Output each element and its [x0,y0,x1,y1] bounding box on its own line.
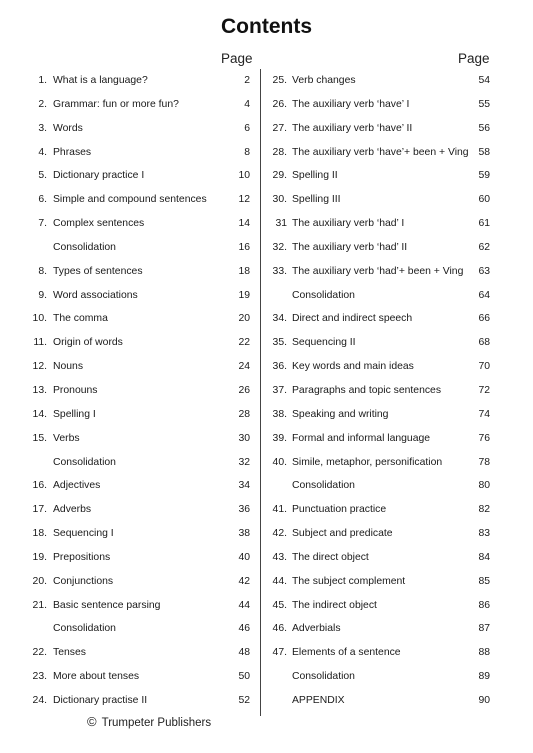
contents-entry [22,117,250,141]
contents-entry [268,689,490,713]
contents-entry [268,141,490,165]
entry-title: Prepositions [53,551,111,563]
entry-page-number: 89 [478,671,490,683]
entry-title: What is a language? [53,75,148,86]
contents-entry [22,379,250,403]
entry-title: The auxiliary verb ‘have’ I [292,98,410,110]
contents-entry [22,307,250,331]
entry-title: Punctuation practice [292,504,387,516]
entry-title: Pronouns [53,384,98,396]
entry-number: 42. [272,528,287,540]
entry-number: 37. [272,384,287,396]
contents-entry [268,355,490,379]
contents-entry [22,93,250,117]
entry-page-number: 36 [238,504,250,516]
entry-page-number: 82 [478,504,490,516]
entry-number: 35. [272,337,287,349]
contents-entry [268,236,490,260]
contents-entry [22,355,250,379]
entry-page-number: 19 [238,289,250,301]
contents-entry [22,641,250,665]
entry-page-number: 87 [478,623,490,635]
entry-page-number: 14 [238,218,250,230]
entry-number: 15. [32,432,47,444]
entry-number: 22. [32,647,47,659]
entry-page-number: 38 [238,528,250,540]
entry-page-number: 55 [478,98,490,110]
entry-title: Key words and main ideas [292,361,414,373]
entry-number: 12. [32,361,47,373]
entry-number: 46. [272,623,287,635]
entry-title: Spelling I [53,408,96,420]
entry-number: 10. [32,313,47,325]
entry-page-number: 80 [478,480,490,492]
contents-entry [22,570,250,594]
entry-title: The auxiliary verb ‘had’ I [292,218,405,230]
entry-page-number: 64 [478,289,490,301]
contents-entry [268,522,490,546]
entry-title: The comma [53,313,108,325]
entry-number: 44. [272,575,287,587]
entry-page-number: 83 [478,528,490,540]
entry-page-number: 52 [238,694,250,706]
publisher-name: Trumpeter Publishers [101,717,212,729]
contents-entry [22,141,250,165]
entry-title: Consolidation [292,289,355,301]
contents-entry [268,451,490,475]
entry-title: Paragraphs and topic sentences [292,384,442,396]
contents-entry [268,570,490,594]
entry-number: 26. [272,98,287,110]
contents-entry [268,617,490,641]
contents-entry [268,665,490,689]
entry-number: 8. [38,265,47,277]
contents-column-left [22,69,250,713]
entry-page-number: 22 [238,337,250,349]
entry-page-number: 50 [238,671,250,683]
entry-title: Direct and indirect speech [292,313,413,325]
entry-number: 29. [272,170,287,182]
entry-number: 47. [272,647,287,659]
entry-page-number: 70 [478,361,490,373]
entry-number: 11. [33,337,47,349]
entry-page-number: 54 [478,75,490,86]
entry-page-number: 10 [238,170,250,182]
entry-title: Basic sentence parsing [53,599,161,611]
entry-page-number: 28 [238,408,250,420]
entry-number: 17. [32,504,47,516]
entry-page-number: 76 [478,432,490,444]
entry-title: Adverbs [53,504,92,516]
contents-entry [22,69,250,93]
entry-number: 38. [272,408,287,420]
contents-entry [22,474,250,498]
entry-number: 16. [32,480,47,492]
contents-entry [268,379,490,403]
contents-entry [22,522,250,546]
contents-entry [22,260,250,284]
entry-title: Conjunctions [53,575,114,587]
entry-number: 13. [32,384,47,396]
contents-entry [22,451,250,475]
entry-title: Words [53,122,83,134]
contents-column-right [268,69,490,713]
entry-title: Verbs [53,432,80,444]
contents-entry [22,427,250,451]
entry-title: Elements of a sentence [292,647,401,659]
entry-page-number: 24 [238,361,250,373]
contents-entry [268,69,490,93]
entry-title: Adverbials [292,623,341,635]
entry-number: 5. [38,170,47,182]
contents-entry [22,403,250,427]
entry-page-number: 42 [238,575,250,587]
entry-page-number: 74 [478,408,490,420]
contents-entry [22,236,250,260]
entry-number: 27. [272,122,287,134]
contents-entry [268,188,490,212]
entry-number: 9. [38,289,47,301]
contents-entry [268,641,490,665]
entry-number: 18. [32,528,47,540]
entry-number: 36. [272,361,287,373]
entry-number: 32. [272,241,287,253]
entry-title: The direct object [292,551,369,563]
entry-page-number: 44 [238,599,250,611]
entry-title: Consolidation [53,623,116,635]
contents-entry [22,665,250,689]
contents-entry [22,331,250,355]
entry-page-number: 26 [238,384,250,396]
entry-page-number: 56 [478,122,490,134]
entry-page-number: 30 [238,432,250,444]
entry-title: Consolidation [292,671,355,683]
entry-number: 19. [32,551,47,563]
entry-page-number: 72 [478,384,490,396]
entry-page-number: 59 [478,170,490,182]
entry-page-number: 88 [478,647,490,659]
contents-entry [268,474,490,498]
entry-page-number: 66 [478,313,490,325]
entry-number: 28. [272,146,287,158]
contents-entry [22,284,250,308]
entry-page-number: 20 [238,313,250,325]
entry-title: Types of sentences [53,265,143,277]
entry-title: Formal and informal language [292,432,431,444]
contents-entry [268,403,490,427]
entry-title: Nouns [53,361,84,373]
entry-page-number: 48 [238,647,250,659]
entry-number: 2. [38,98,47,110]
contents-entry [268,594,490,618]
entry-page-number: 8 [244,146,250,158]
entry-number: 41. [272,504,287,516]
contents-entry [268,284,490,308]
entry-title: The auxiliary verb ‘had’+ been + Ving [292,265,464,277]
entry-title: Dictionary practice I [53,170,145,182]
entry-number: 20. [32,575,47,587]
contents-entry [22,689,250,713]
entry-number: 24. [32,694,47,706]
entry-number: 40. [272,456,287,468]
column-divider [260,69,261,716]
entry-title: Consolidation [292,480,355,492]
entry-page-number: 68 [478,337,490,349]
entry-title: Complex sentences [53,218,145,230]
entry-title: The subject complement [292,575,406,587]
entry-number: 33. [272,265,287,277]
contents-entry [268,331,490,355]
entry-number: 4. [38,146,47,158]
page-title: Contents [221,15,312,38]
contents-entry [22,188,250,212]
contents-entry [22,546,250,570]
contents-entry [22,617,250,641]
entry-title: Verb changes [292,75,356,86]
entry-title: Word associations [53,289,138,301]
entry-page-number: 12 [238,194,250,206]
entry-number: 7. [38,218,47,230]
contents-entry [268,164,490,188]
entry-title: Consolidation [53,456,116,468]
entry-title: Simple and compound sentences [53,194,207,206]
entry-page-number: 58 [478,146,490,158]
entry-page-number: 6 [244,122,250,134]
entry-title: Adjectives [53,480,101,492]
entry-number: 30. [272,194,287,206]
entry-title: The auxiliary verb ‘had’ II [292,241,408,253]
contents-entry [22,594,250,618]
entry-page-number: 86 [478,599,490,611]
entry-page-number: 32 [238,456,250,468]
entry-number: 3. [38,122,47,134]
entry-page-number: 90 [478,694,490,706]
entry-page-number: 60 [478,194,490,206]
entry-title: More about tenses [53,671,140,683]
entry-title: Grammar: fun or more fun? [53,98,179,110]
entry-number: 1. [38,75,47,86]
entry-page-number: 62 [478,241,490,253]
entry-title: APPENDIX [292,694,345,706]
entry-page-number: 40 [238,551,250,563]
entry-page-number: 46 [238,623,250,635]
entry-title: The auxiliary verb ‘have’+ been + Ving [292,146,469,158]
entry-number: 23. [32,671,47,683]
entry-title: Sequencing II [292,337,356,349]
entry-page-number: 4 [244,98,250,110]
contents-entry [268,307,490,331]
entry-number: 21. [32,599,47,611]
contents-entry [268,260,490,284]
entry-title: Spelling II [292,170,338,182]
entry-page-number: 85 [478,575,490,587]
entry-number: 43. [272,551,287,563]
entry-number: 14. [32,408,47,420]
entry-title: Subject and predicate [292,528,393,540]
contents-entry [22,498,250,522]
page-column-header-right: Page [458,51,490,66]
entry-number: 34. [272,313,287,325]
entry-number: 25. [272,75,287,86]
contents-entry [268,212,490,236]
entry-title: The indirect object [292,599,377,611]
footer [87,714,211,729]
contents-entry [268,427,490,451]
entry-title: Consolidation [53,241,116,253]
contents-entry [268,93,490,117]
contents-entry [268,546,490,570]
entry-title: Simile, metaphor, personification [292,456,443,468]
entry-title: Dictionary practise II [53,694,148,706]
entry-page-number: 34 [238,480,250,492]
entry-page-number: 61 [478,218,490,230]
entry-number: 39. [272,432,287,444]
contents-entry [22,164,250,188]
entry-page-number: 63 [478,265,490,277]
entry-title: Sequencing I [53,528,114,540]
entry-title: Tenses [53,647,86,659]
entry-number: 6. [38,194,47,206]
contents-entry [268,498,490,522]
entry-number: 31 [275,218,287,230]
entry-page-number: 78 [478,456,490,468]
entry-page-number: 84 [478,551,490,563]
contents-entry [268,117,490,141]
copyright-symbol: © [87,714,97,729]
entry-number: 45. [272,599,287,611]
contents-entry [22,212,250,236]
entry-title: The auxiliary verb ‘have’ II [292,122,413,134]
entry-page-number: 2 [244,75,250,86]
entry-title: Speaking and writing [292,408,389,420]
entry-page-number: 18 [238,265,250,277]
entry-title: Origin of words [53,337,123,349]
entry-title: Phrases [53,146,92,158]
entry-page-number: 16 [238,241,250,253]
page-column-header-left: Page [221,51,253,66]
entry-title: Spelling III [292,194,341,206]
